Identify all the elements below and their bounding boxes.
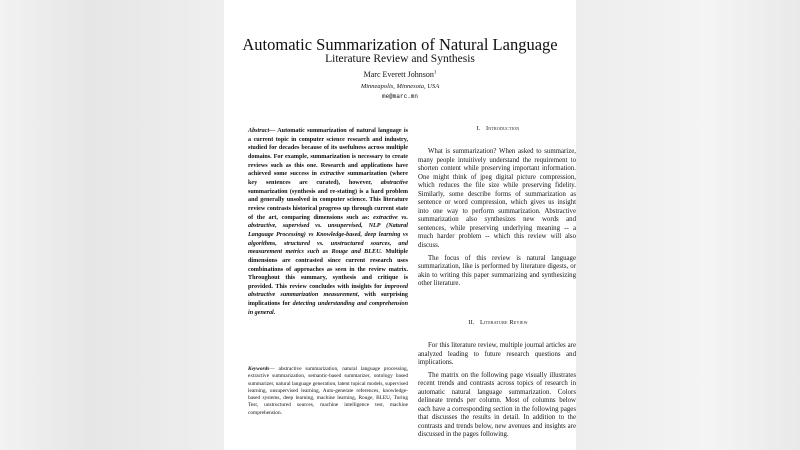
literature-review-body [418, 342, 576, 444]
literature-review-paragraph-1: For this literature review, multiple journal articles are analyzed leading to future research questions and implications. [418, 342, 576, 367]
section-title-1: Introduction [486, 125, 520, 132]
section-title-2: Literature Review [480, 319, 528, 326]
literature-review-paragraph-2: The matrix on the following page visually illustrates recent trends and contrasts across topics of research in automatic natural language summarization. Colors delineate trends per column. Most of columns below each have a corresponding section in the following pages that discusses the results in detail. In addition to the contrasts and trends below, new avenues and insights are discussed in the pages following. [418, 371, 576, 439]
abstract [248, 127, 408, 317]
section-heading-literature-review [418, 319, 576, 326]
author-name: Marc Everett Johnson [363, 70, 434, 79]
left-background [0, 0, 224, 450]
abstract-text-2: summarization (where key sentences are curated), however, [248, 171, 408, 186]
abstract-italic-4: improved abstractive summarization measurement [248, 283, 408, 299]
author-footnote-mark: 1 [433, 70, 437, 76]
keywords-text: — abstractive summarization, natural language processing, extractive summarization, semantic-based summarizer, ontology based summarizer, natural language generation, latent topical models, supervised learning, unsupervised learning, Auto-generate references, knowledge-based systems, deep learning, machine learning, Rouge, BLEU, Turing Test, unstructured sources, machine intelligence test, machine comprehension. [248, 366, 408, 416]
keywords [248, 366, 408, 417]
author-email: me@marc.mn [381, 93, 418, 100]
abstract-italic-1: extractive [319, 171, 345, 178]
abstract-label: Abstract [248, 128, 270, 134]
introduction-body [418, 148, 576, 293]
author-affiliation: Minneapolis, Minnesota, USA [360, 83, 440, 90]
abstract-text-4: Multiple dimensions are contrasted since current research uses combinations of approaches as seen in the review matrix. Throughout this summary, synthesis and critique is provided. This review concludes with insights for [248, 249, 408, 290]
author-line [224, 70, 576, 79]
keywords-label: Keywords [248, 366, 270, 372]
paper-title: Automatic Summarization of Natural Language [242, 35, 558, 54]
abstract-italic-5: detecting understanding and comprehension in general. [248, 301, 409, 316]
abstract-italic-2: abstractive [380, 179, 408, 186]
abstract-italic-3: extractive vs. abstractive, supervised vs. unsupervised, NLP (Natural Language Processing) vs Knowledge-based, deep learning vs algorithms, structured vs. unstructured sources, and measurement metrics such as Rouge and BLEU. [248, 214, 408, 256]
section-numeral-2: II. [468, 319, 475, 326]
paper-subtitle: Literature Review and Synthesis [325, 53, 475, 65]
abstract-text-3: summarization (synthesis and re-stating) is a hard problem and generally unsolved in computer science. This literature review contrasts historical progress up through current state of the art, comparing dimensions such as: [248, 188, 408, 221]
section-heading-introduction [418, 125, 576, 132]
abstract-text-1: Automatic summarization of natural language is a current topic in computer science research and industry, studied for decades because of its usefulness across multiple domains. For example, summarization is necessary to create reviews such as this one. Research and applications have achieved some success in [248, 128, 408, 178]
introduction-paragraph-1: What is summarization? When asked to summarize, many people intuitively understand the requirement to shorten content while preserving important information. One might think of jpeg digital picture compression, which reduces the file size while preserving fidelity. Similarly, some describe forms of summarization as sentence or word compression, which gives us insight into one way to perform summarization. Abstractive summarization also synthesizes new words and sentences, while preserving underlying meaning -- a much harder problem -- which this review will also discuss. [418, 148, 576, 250]
abstract-dash: — [269, 128, 278, 134]
introduction-paragraph-2: The focus of this review is natural language summarization, like is performed by literature digests, or akin to writing this paper summarizing and synthesizing other literature. [418, 254, 576, 288]
abstract-text-5: , with surprising implications for [248, 292, 408, 308]
paper-page [224, 0, 576, 450]
section-numeral-1: I. [476, 125, 481, 132]
right-background [576, 0, 800, 450]
